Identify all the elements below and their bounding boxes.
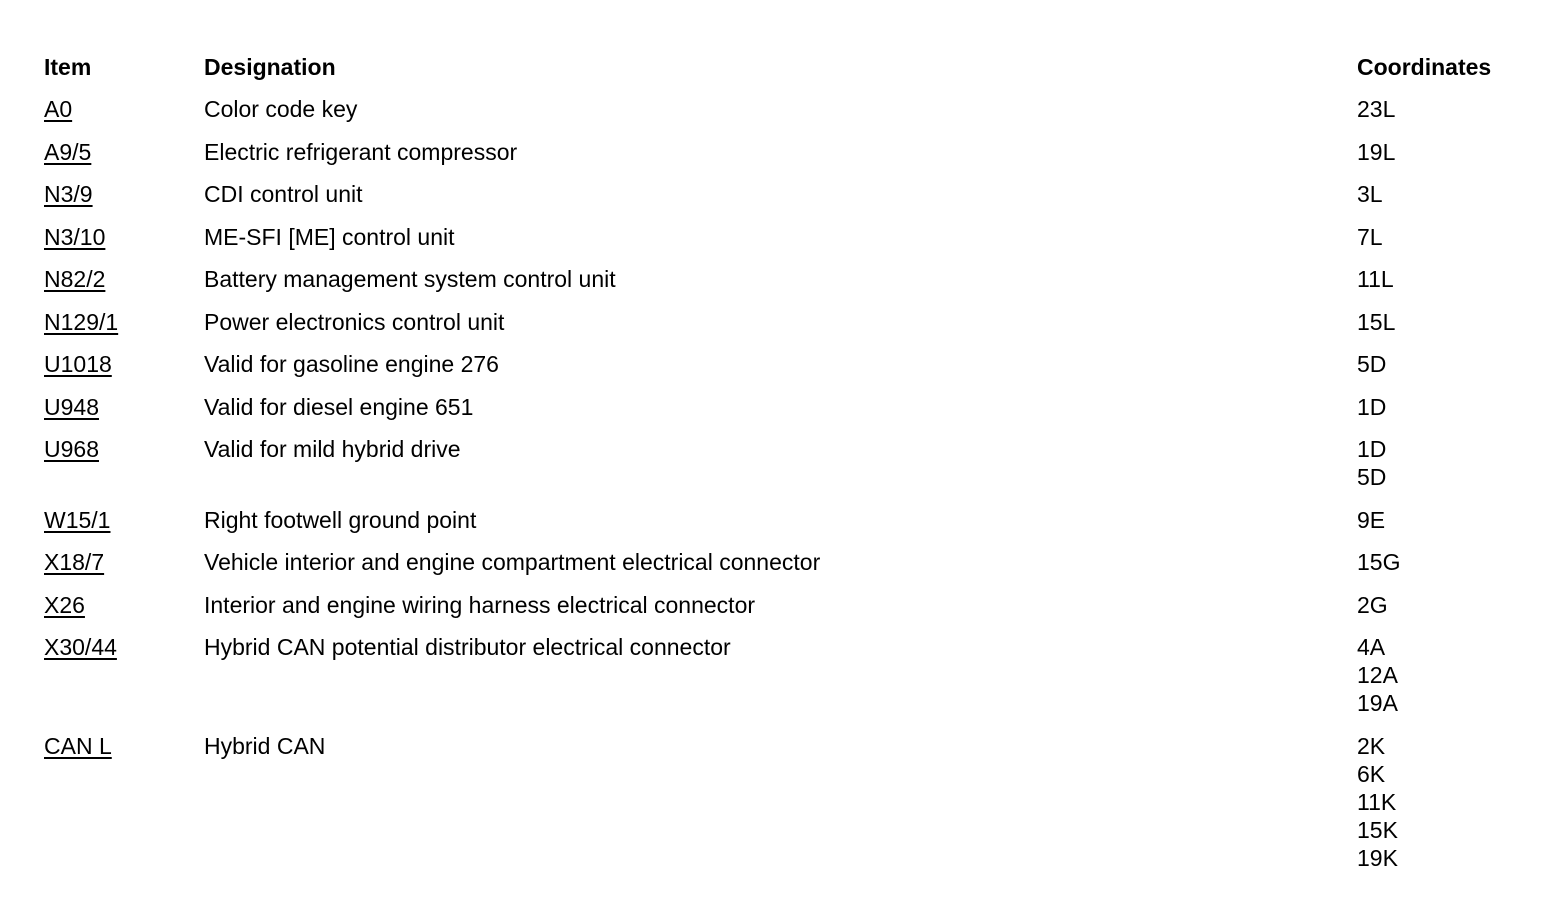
designation-cell: Right footwell ground point xyxy=(204,506,477,533)
coordinate-value: 15K xyxy=(1357,816,1398,843)
coordinates-cell xyxy=(1357,732,1524,872)
coordinates-cell xyxy=(1357,265,1524,293)
designation-cell: Color code key xyxy=(204,96,358,122)
item-cell xyxy=(44,633,204,661)
table-row xyxy=(44,180,1524,223)
table-body xyxy=(44,95,1524,886)
item-cell xyxy=(44,350,204,378)
coordinate-value: 23L xyxy=(1357,96,1396,122)
coordinates-cell xyxy=(1357,506,1524,534)
table-row xyxy=(44,591,1524,634)
table-row xyxy=(44,95,1524,138)
table-row xyxy=(44,435,1524,506)
coordinates-cell xyxy=(1357,138,1524,166)
item-link[interactable]: X18/7 xyxy=(44,549,105,575)
item-link[interactable]: N82/2 xyxy=(44,266,106,292)
coordinates-cell xyxy=(1357,350,1524,378)
item-link[interactable]: X26 xyxy=(44,591,85,618)
coordinate-value: 11L xyxy=(1357,266,1394,292)
designation-cell: Hybrid CAN potential distributor electrical connector xyxy=(204,634,731,660)
coordinates-cell xyxy=(1357,435,1524,491)
coordinate-value: 3L xyxy=(1357,181,1383,207)
coordinate-value: 15L xyxy=(1357,308,1396,335)
item-cell xyxy=(44,138,204,166)
table-row xyxy=(44,265,1524,308)
designation-cell: CDI control unit xyxy=(204,181,363,207)
coordinate-value: 2G xyxy=(1357,591,1388,618)
designation-cell: Power electronics control unit xyxy=(204,308,505,335)
designation-cell: Battery management system control unit xyxy=(204,266,616,292)
designation-cell: Valid for gasoline engine 276 xyxy=(204,351,499,377)
coordinate-value: 1D xyxy=(1357,393,1387,420)
coordinate-value: 11K xyxy=(1357,788,1397,815)
coordinates-cell xyxy=(1357,223,1524,251)
item-cell xyxy=(44,265,204,293)
item-link[interactable]: A0 xyxy=(44,96,73,122)
item-link[interactable]: X30/44 xyxy=(44,634,117,660)
coordinate-value: 19K xyxy=(1357,844,1398,871)
item-link[interactable]: N3/9 xyxy=(44,181,93,207)
coordinate-value: 15G xyxy=(1357,549,1401,575)
header-item: Item xyxy=(44,54,92,80)
coordinates-cell xyxy=(1357,180,1524,208)
table-row xyxy=(44,732,1524,887)
item-cell xyxy=(44,548,204,576)
coordinate-value: 19L xyxy=(1357,138,1396,165)
coordinate-value: 6K xyxy=(1357,760,1386,787)
item-link[interactable]: U1018 xyxy=(44,351,112,377)
item-cell xyxy=(44,223,204,251)
header-designation: Designation xyxy=(204,54,336,80)
item-link[interactable]: N129/1 xyxy=(44,308,119,335)
item-link[interactable]: N3/10 xyxy=(44,223,106,250)
legend-table xyxy=(44,53,1524,886)
designation-cell: Valid for diesel engine 651 xyxy=(204,393,474,420)
coordinates-cell xyxy=(1357,393,1524,421)
item-link[interactable]: CAN L xyxy=(44,732,112,759)
item-cell xyxy=(44,732,204,760)
table-row xyxy=(44,548,1524,591)
designation-cell: Interior and engine wiring harness electrical connector xyxy=(204,591,756,618)
item-link[interactable]: W15/1 xyxy=(44,506,111,533)
item-cell xyxy=(44,393,204,421)
designation-cell: Electric refrigerant compressor xyxy=(204,138,518,165)
table-row xyxy=(44,350,1524,393)
item-cell xyxy=(44,95,204,123)
item-link[interactable]: U968 xyxy=(44,436,99,462)
coordinate-value: 4A xyxy=(1357,634,1386,660)
coordinate-value: 7L xyxy=(1357,223,1383,250)
item-cell xyxy=(44,308,204,336)
coordinate-value: 1D xyxy=(1357,436,1387,462)
table-header xyxy=(44,53,1524,95)
coordinates-cell xyxy=(1357,308,1524,336)
designation-cell: Vehicle interior and engine compartment electrical connector xyxy=(204,549,821,575)
table-row xyxy=(44,308,1524,351)
designation-cell: Hybrid CAN xyxy=(204,732,326,759)
table-row xyxy=(44,223,1524,266)
coordinate-value: 2K xyxy=(1357,732,1386,759)
coordinate-value: 5D xyxy=(1357,351,1387,377)
coordinates-cell xyxy=(1357,548,1524,576)
table-row xyxy=(44,393,1524,436)
coordinate-value: 5D xyxy=(1357,464,1387,490)
table-row xyxy=(44,506,1524,549)
header-coordinates: Coordinates xyxy=(1357,54,1492,80)
item-link[interactable]: A9/5 xyxy=(44,138,92,165)
item-link[interactable]: U948 xyxy=(44,393,99,420)
coordinates-cell xyxy=(1357,95,1524,123)
designation-cell: ME-SFI [ME] control unit xyxy=(204,223,455,250)
item-cell xyxy=(44,506,204,534)
table-row xyxy=(44,633,1524,732)
coordinate-value: 12A xyxy=(1357,662,1398,688)
item-cell xyxy=(44,591,204,619)
coordinates-cell xyxy=(1357,591,1524,619)
item-cell xyxy=(44,435,204,463)
designation-cell: Valid for mild hybrid drive xyxy=(204,436,461,462)
coordinates-cell xyxy=(1357,633,1524,717)
table-row xyxy=(44,138,1524,181)
item-cell xyxy=(44,180,204,208)
coordinate-value: 9E xyxy=(1357,506,1386,533)
coordinate-value: 19A xyxy=(1357,690,1398,716)
